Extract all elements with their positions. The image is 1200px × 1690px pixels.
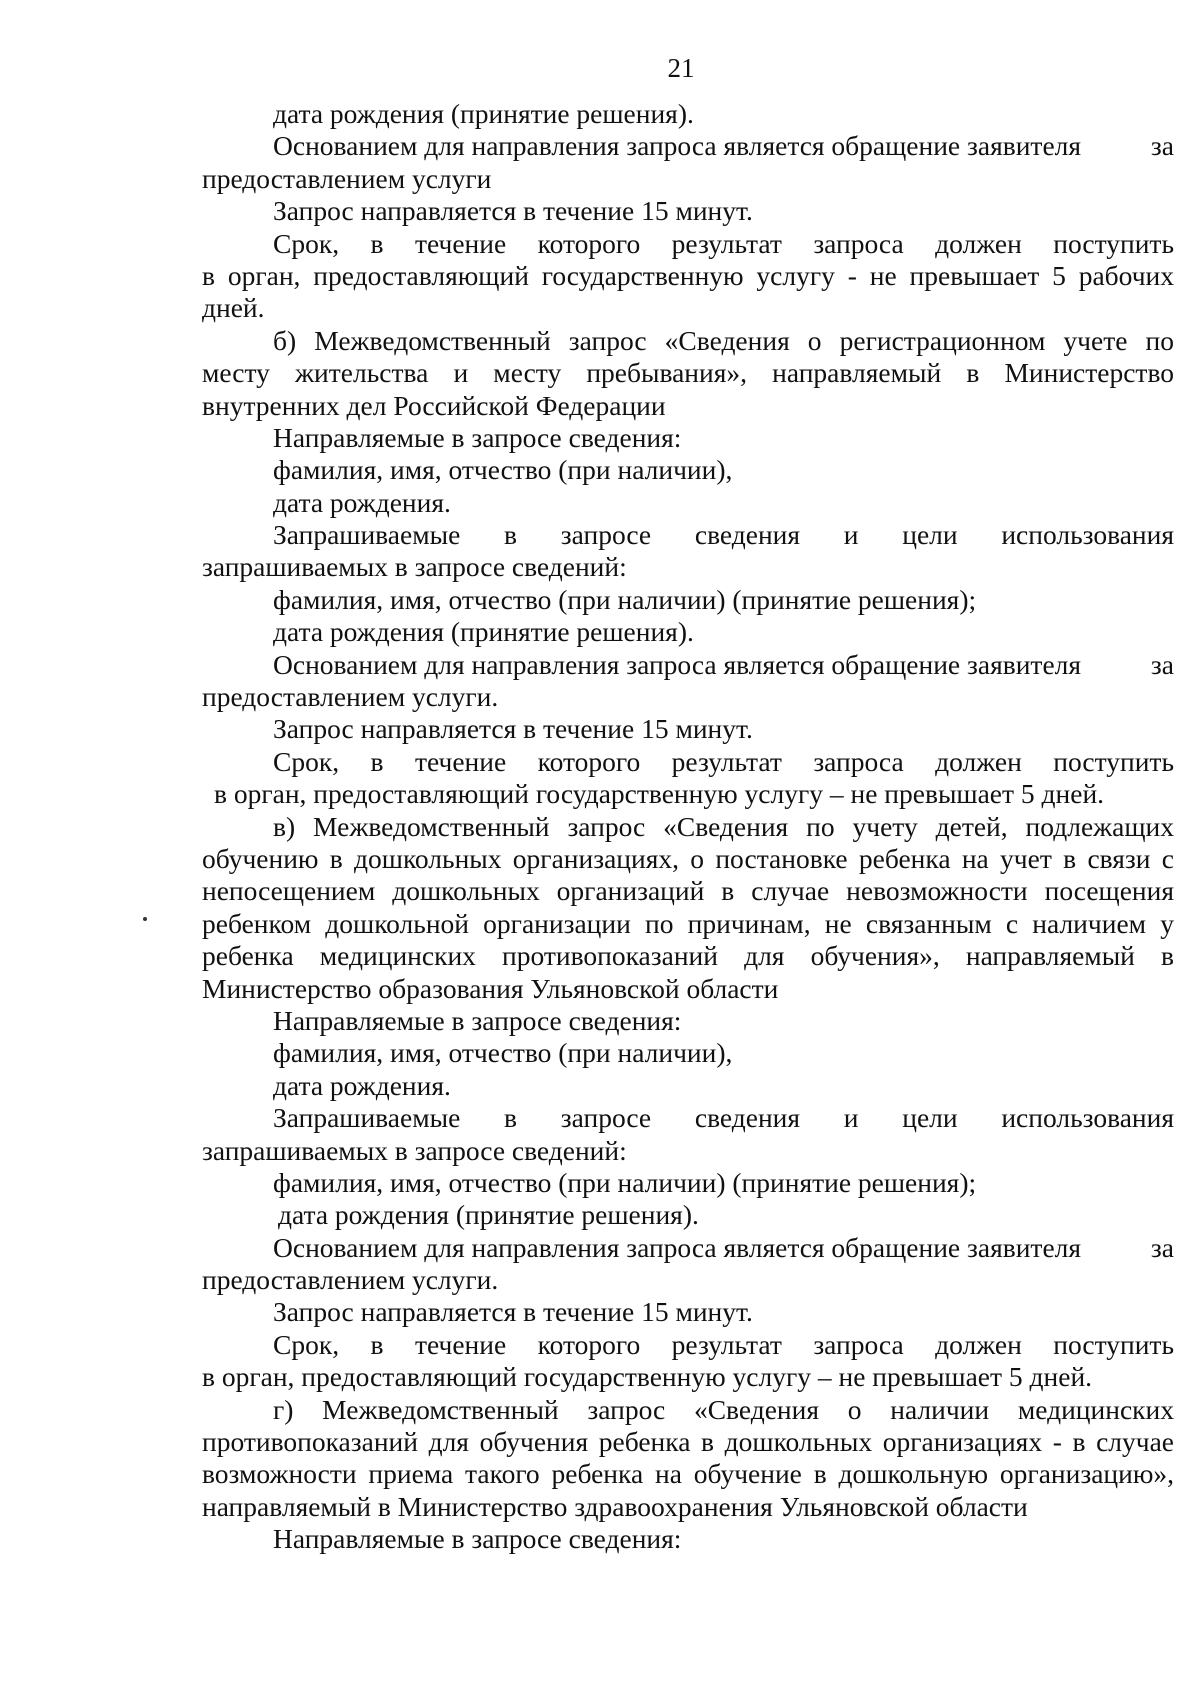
text-line: предоставлением услуги.	[202, 681, 499, 713]
text-line: непосещением дошкольных организаций в случае невозможности посещения	[202, 875, 1174, 907]
document-body	[202, 98, 1174, 1556]
scan-artifact-dot	[143, 917, 147, 921]
text-line: ребенком дошкольной организации по причинам, не связанным с наличием у	[202, 907, 1174, 939]
text-fragment: Основанием для направления запроса является обращение заявителя	[273, 130, 1082, 162]
text-line: возможности приема такого ребенка на обучение в дошкольную организацию»,	[202, 1458, 1174, 1490]
text-line: Срок, в течение которого результат запроса должен поступить	[273, 745, 1174, 777]
text-line: в орган, предоставляющий государственную услугу - не превышает 5 рабочих	[202, 259, 1174, 291]
text-line: обучению в дошкольных организациях, о постановке ребенка на учет в связи с	[202, 842, 1174, 874]
text-line: Министерство образования Ульяновской области	[202, 972, 779, 1004]
text-line: дата рождения.	[273, 1069, 451, 1101]
text-line: дата рождения (принятие решения).	[273, 616, 694, 648]
text-line: в) Межведомственный запрос «Сведения по учету детей, подлежащих	[273, 810, 1174, 842]
text-line: предоставлением услуги	[202, 162, 492, 194]
text-line: Направляемые в запросе сведения:	[273, 1004, 682, 1036]
text-line: дата рождения (принятие решения).	[278, 1199, 699, 1231]
text-line: г) Межведомственный запрос «Сведения о наличии медицинских	[273, 1393, 1174, 1425]
text-line: в орган, предоставляющий государственную услугу – не превышает 5 дней.	[202, 1361, 1093, 1393]
text-line: Запрашиваемые в запросе сведения и цели использования	[273, 519, 1174, 551]
text-line: фамилия, имя, отчество (при наличии),	[273, 1037, 733, 1069]
text-line: направляемый в Министерство здравоохранения Ульяновской области	[202, 1490, 1028, 1522]
text-line: дата рождения.	[273, 486, 451, 518]
text-line: Направляемые в запросе сведения:	[273, 421, 682, 453]
text-line: дней.	[202, 292, 265, 324]
text-line: Срок, в течение которого результат запроса должен поступить	[273, 1328, 1174, 1360]
text-fragment: за	[1150, 130, 1174, 162]
text-line: внутренних дел Российской Федерации	[202, 389, 666, 421]
text-line: фамилия, имя, отчество (при наличии),	[273, 454, 733, 486]
text-line: противопоказаний для обучения ребенка в дошкольных организациях - в случае	[202, 1426, 1174, 1458]
text-line: запрашиваемых в запросе сведений:	[202, 1134, 627, 1166]
text-line	[202, 649, 1174, 681]
text-line: в орган, предоставляющий государственную услугу – не превышает 5 дней.	[214, 778, 1105, 810]
text-line: Срок, в течение которого результат запроса должен поступить	[273, 227, 1174, 259]
text-line: месту жительства и месту пребывания», направляемый в Министерство	[202, 357, 1174, 389]
text-fragment: за	[1150, 1231, 1174, 1263]
text-line: Запрос направляется в течение 15 минут.	[273, 1296, 753, 1328]
text-line: дата рождения (принятие решения).	[273, 98, 694, 129]
text-line: Направляемые в запросе сведения:	[273, 1523, 682, 1555]
text-fragment: за	[1150, 648, 1174, 680]
text-fragment: Основанием для направления запроса является обращение заявителя	[273, 1231, 1082, 1263]
text-line: б) Межведомственный запрос «Сведения о регистрационном учете по	[273, 324, 1174, 356]
text-line: Запрашиваемые в запросе сведения и цели использования	[273, 1102, 1174, 1134]
text-line	[202, 130, 1174, 162]
text-line	[202, 1232, 1174, 1264]
text-line: Запрос направляется в течение 15 минут.	[273, 195, 753, 227]
text-line: Запрос направляется в течение 15 минут.	[273, 713, 753, 745]
text-line: предоставлением услуги.	[202, 1264, 499, 1296]
text-line: фамилия, имя, отчество (при наличии) (принятие решения);	[273, 583, 977, 615]
text-line: запрашиваемых в запросе сведений:	[202, 551, 627, 583]
page-number: 21	[667, 53, 695, 83]
text-line: ребенка медицинских противопоказаний для обучения», направляемый в	[202, 940, 1174, 972]
text-fragment: Основанием для направления запроса является обращение заявителя	[273, 648, 1082, 680]
text-line: фамилия, имя, отчество (при наличии) (принятие решения);	[273, 1166, 977, 1198]
